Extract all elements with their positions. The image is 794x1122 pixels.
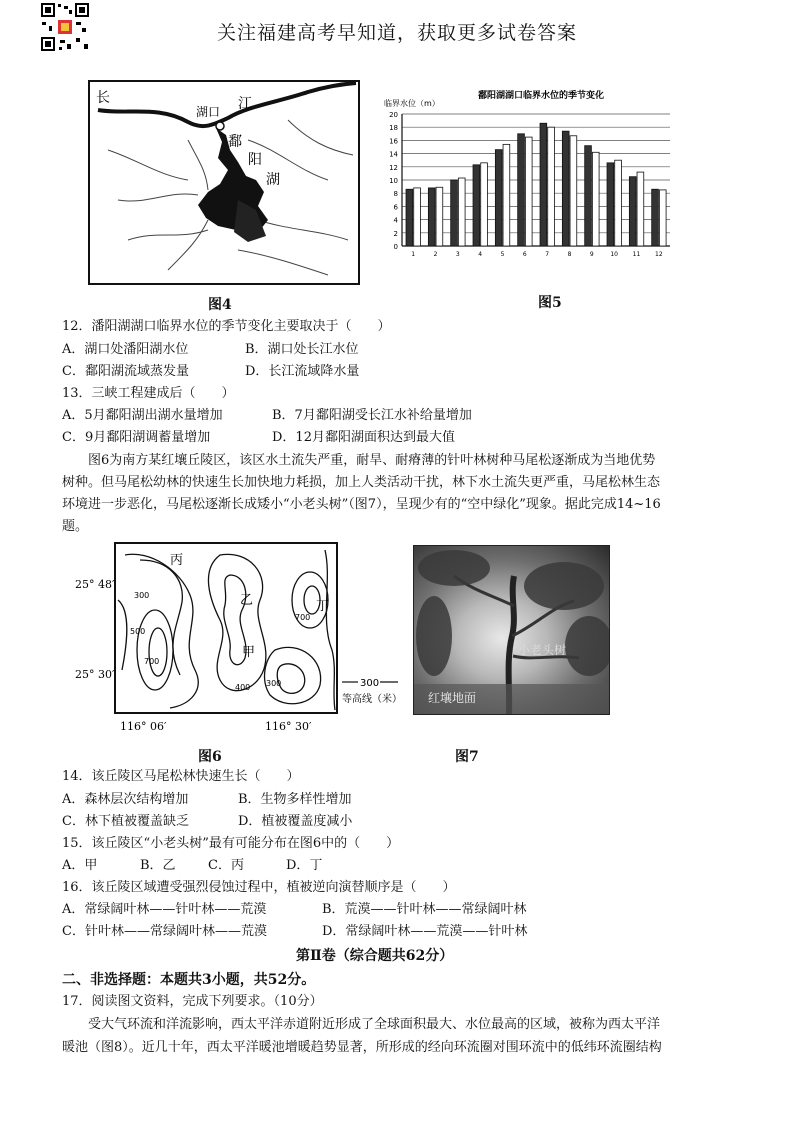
label-red-soil-ground: 红壤地面 (428, 691, 477, 705)
q12-option-a: A．湖口处潘阳湖水位 (62, 342, 189, 357)
figure-4-caption: 图4 (208, 297, 232, 313)
q16-option-b: B．荒漠——针叶林——常绿阔叶林 (322, 902, 527, 917)
q17-paragraph-line-2: 暖池（图8）。近几十年，西太平洋暖池增暖趋势显著，所形成的经向环流圈对围环流中的低纬环流圈结构 (62, 1040, 662, 1055)
chart-xtick-label: 10 (610, 251, 618, 258)
contour-label-1: 300 (134, 591, 150, 600)
longitude-left: 116° 06′ (120, 720, 167, 733)
latitude-top: 25° 48′ (75, 578, 115, 591)
chart-bar-series-2 (615, 160, 622, 246)
figure-6-caption: 图6 (198, 749, 222, 765)
chart-bar-series-1 (629, 177, 636, 246)
q16-option-c: C．针叶林——常绿阔叶林——荒漠 (62, 924, 267, 939)
chart-bar-series-2 (436, 187, 443, 246)
figure-6-contour-map (70, 540, 405, 740)
q12-option-d: D．长江流域降水量 (245, 364, 360, 379)
chart-xtick-label: 6 (522, 251, 527, 258)
chart-ytick-label: 18 (389, 124, 398, 133)
q12-option-b: B．湖口处长江水位 (245, 342, 359, 357)
chart-xtick-label: 9 (589, 251, 594, 258)
chart-bar-series-2 (525, 137, 532, 246)
latitude-bottom: 25° 30′ (75, 668, 115, 681)
chart-ytick-label: 4 (393, 216, 398, 225)
chart-xtick-label: 1 (411, 251, 416, 258)
q15-option-a: A．甲 (62, 858, 98, 873)
chart-bar-series-1 (652, 189, 659, 246)
chart-bar-series-2 (570, 136, 577, 246)
chart-ytick-label: 14 (389, 150, 398, 159)
label-small-old-tree: 小老头树 (518, 643, 567, 657)
map-label-yang: 阳 (248, 152, 262, 168)
chart-bar-series-2 (637, 172, 644, 246)
part-2-title: 第Ⅱ卷（综合题共62分） (296, 948, 454, 964)
chart-bar-series-2 (481, 163, 488, 246)
chart-bar-series-2 (548, 127, 555, 246)
chart-bar-series-1 (607, 163, 614, 246)
passage-line-2: 树种。但马尾松幼林的快速生长加快地力耗损，加上人类活动干扰，林下水土流失更严重，马尾松林生态 (62, 475, 661, 490)
chart-ytick-label: 8 (393, 190, 398, 199)
chart-bar-series-1 (406, 189, 413, 246)
q13-option-d: D．12月鄱阳湖面积达到最大值 (272, 430, 455, 445)
map-label-hukou: 湖口 (196, 105, 221, 119)
figure-7-photo (413, 545, 610, 715)
q15-option-d: D．丁 (286, 858, 323, 873)
q13-option-b: B．7月鄱阳湖受长江水补给量增加 (272, 408, 472, 423)
contour-label-3: 700 (144, 657, 160, 666)
chart-xtick-label: 3 (455, 251, 460, 258)
figure-5-caption: 图5 (538, 295, 562, 311)
chart-xtick-label: 8 (567, 251, 572, 258)
chart-bar-series-1 (585, 146, 592, 246)
q16-option-a: A．常绿阔叶林——针叶林——荒漠 (62, 902, 267, 917)
chart-bar-series-2 (659, 190, 666, 246)
figure-4-map (88, 80, 360, 285)
passage-line-1: 图6为南方某红壤丘陵区，该区水土流失严重，耐旱、耐瘠薄的针叶林树种马尾松逐渐成为当地优势 (88, 453, 656, 468)
q13-stem: 13．三峡工程建成后（ ） (62, 386, 235, 401)
legend-contour-label: 等高线（米） (342, 694, 402, 705)
chart-xtick-label: 4 (478, 251, 483, 258)
contour-label-6: 700 (295, 613, 311, 622)
q15-option-b: B．乙 (140, 858, 176, 873)
chart-bar-series-2 (458, 178, 465, 246)
chart-bar-series-1 (473, 165, 480, 246)
chart-bar-series-1 (428, 188, 435, 246)
chart-bar-series-1 (451, 180, 458, 246)
chart-title: 鄱阳湖湖口临界水位的季节变化 (478, 91, 605, 101)
chart-xtick-label: 12 (655, 251, 663, 258)
chart-bar-series-1 (495, 150, 502, 246)
section-2-heading: 二、非选择题：本题共3小题，共52分。 (62, 972, 316, 988)
longitude-right: 116° 30′ (265, 720, 312, 733)
chart-ytick-label: 6 (393, 203, 398, 212)
place-bing: 丙 (170, 553, 184, 568)
chart-bar-series-1 (540, 123, 547, 246)
map-label-hu: 湖 (266, 172, 280, 188)
q16-option-d: D．常绿阔叶林——荒漠——针叶林 (322, 924, 528, 939)
chart-bar-series-1 (562, 131, 569, 246)
q14-option-c: C．林下植被覆盖缺乏 (62, 814, 189, 829)
chart-bar-series-2 (592, 152, 599, 246)
chart-ytick-label: 12 (389, 163, 398, 172)
contour-label-2: 500 (130, 627, 146, 636)
figure-7-caption: 图7 (455, 749, 479, 765)
map-label-chang: 长 (96, 90, 110, 106)
q14-option-d: D．植被覆盖度减小 (238, 814, 353, 829)
q12-stem: 12．潘阳湖湖口临界水位的季节变化主要取决于（ ） (62, 319, 391, 334)
q17-paragraph-line-1: 受大气环流和洋流影响，西太平洋赤道附近形成了全球面积最大、水位最高的区域，被称为西太平洋 (88, 1017, 661, 1032)
place-jia: 甲 (242, 645, 256, 660)
figure-5-chart (378, 86, 678, 286)
chart-ylabel: 临界水位（m） (384, 99, 440, 108)
chart-ytick-label: 10 (389, 177, 398, 185)
critical-water-level-chart (378, 86, 678, 286)
passage-line-4: 题。 (62, 519, 89, 534)
q13-option-a: A．5月鄱阳湖出湖水量增加 (62, 408, 223, 423)
chart-bar-series-2 (503, 144, 510, 246)
q16-stem: 16．该丘陵区域遭受强烈侵蚀过程中，植被逆向演替顺序是（ ） (62, 880, 456, 895)
chart-xtick-label: 7 (545, 251, 550, 258)
map-label-po: 鄱 (228, 134, 242, 150)
chart-xtick-label: 5 (500, 251, 505, 258)
chart-ytick-label: 0 (393, 243, 398, 251)
contour-label-4: 400 (235, 683, 251, 692)
map-label-jiang: 江 (238, 96, 252, 112)
place-yi: 乙 (240, 593, 254, 608)
chart-bar-series-1 (518, 134, 525, 246)
q15-option-c: C．丙 (208, 858, 244, 873)
q14-option-b: B．生物多样性增加 (238, 792, 352, 807)
q13-option-c: C．9月鄱阳湖调蓄量增加 (62, 430, 211, 445)
chart-ytick-label: 16 (389, 137, 398, 146)
q12-option-c: C．鄱阳湖流域蒸发量 (62, 364, 189, 379)
passage-line-3: 环境进一步恶化，马尾松逐渐长成矮小“小老头树”（图7），呈现少有的“空中绿化”现象。据此完成14~16 (62, 497, 661, 512)
chart-bar-series-2 (414, 188, 421, 246)
chart-ytick-label: 20 (389, 111, 398, 119)
q15-stem: 15．该丘陵区“小老头树”最有可能分布在图6中的（ ） (62, 836, 400, 851)
chart-ytick-label: 2 (393, 229, 398, 238)
q14-option-a: A．森林层次结构增加 (62, 792, 189, 807)
legend-contour-value: 300 (360, 678, 380, 689)
chart-xtick-label: 11 (632, 251, 641, 258)
place-ding: 丁 (316, 599, 330, 614)
page-header: 关注福建高考早知道，获取更多试卷答案 (216, 22, 577, 44)
q17-stem: 17．阅读图文资料，完成下列要求。（10分） (62, 994, 323, 1009)
chart-xtick-label: 2 (433, 251, 438, 258)
contour-label-5: 300 (266, 679, 282, 688)
q14-stem: 14．该丘陵区马尾松林快速生长（ ） (62, 769, 300, 784)
